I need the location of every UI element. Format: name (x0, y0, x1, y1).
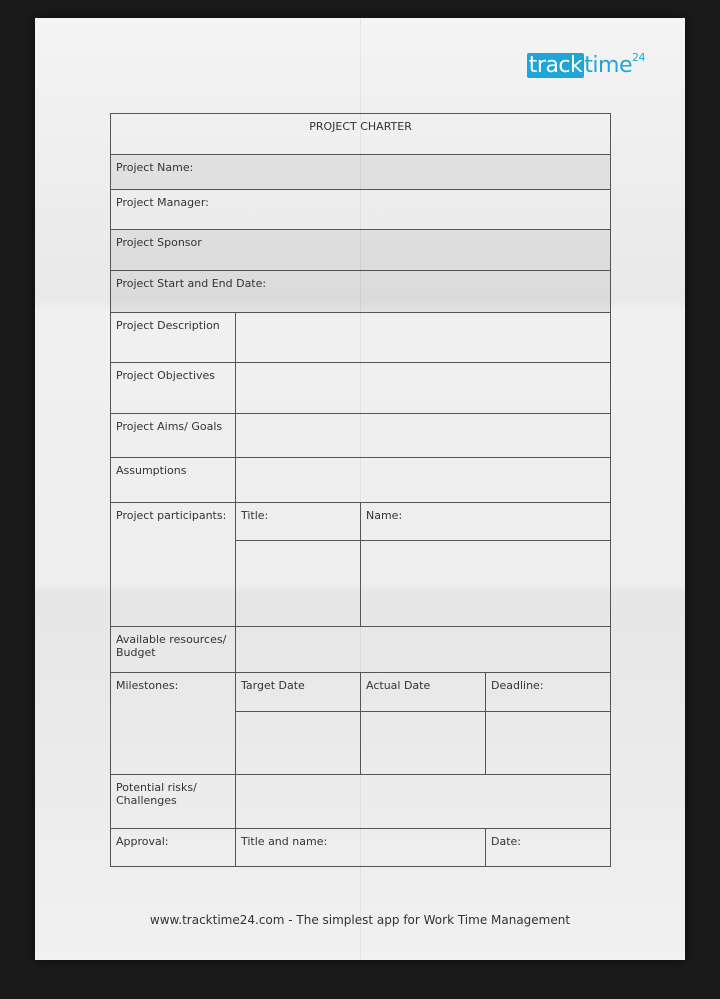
participants-name-header: Name: (361, 503, 611, 541)
target-date-header: Target Date (236, 673, 361, 712)
project-description-label: Project Description (111, 313, 236, 363)
project-start-end-date-field[interactable]: Project Start and End Date: (111, 271, 611, 313)
target-date-input[interactable] (236, 712, 361, 775)
approval-date-field[interactable]: Date: (486, 829, 611, 867)
logo-time: time (584, 53, 632, 78)
project-charter-form (110, 113, 611, 867)
milestones-label: Milestones: (111, 673, 236, 775)
participants-name-input[interactable] (361, 541, 611, 627)
actual-date-input[interactable] (361, 712, 486, 775)
footer-text: www.tracktime24.com - The simplest app for Work Time Management (149, 913, 571, 927)
project-sponsor-field[interactable]: Project Sponsor (111, 230, 611, 271)
assumptions-label: Assumptions (111, 458, 236, 503)
project-name-field[interactable]: Project Name: (111, 155, 611, 190)
project-participants-label: Project participants: (111, 503, 236, 627)
deadline-input[interactable] (486, 712, 611, 775)
actual-date-header: Actual Date (361, 673, 486, 712)
participants-title-input[interactable] (236, 541, 361, 627)
approval-label: Approval: (111, 829, 236, 867)
logo-track: track (528, 53, 583, 78)
resources-budget-input[interactable] (236, 627, 611, 673)
project-aims-goals-input[interactable] (236, 414, 611, 458)
project-aims-goals-label: Project Aims/ Goals (111, 414, 236, 458)
approval-title-and-name-field[interactable]: Title and name: (236, 829, 486, 867)
form-title: PROJECT CHARTER (111, 114, 611, 155)
potential-risks-label: Potential risks/ Challenges (111, 775, 236, 829)
participants-title-header: Title: (236, 503, 361, 541)
resources-budget-label: Available resources/ Budget (111, 627, 236, 673)
potential-risks-input[interactable] (236, 775, 611, 829)
project-objectives-input[interactable] (236, 363, 611, 414)
project-manager-field[interactable]: Project Manager: (111, 190, 611, 230)
logo-number: 24 (632, 51, 645, 64)
deadline-header: Deadline: (486, 673, 611, 712)
assumptions-input[interactable] (236, 458, 611, 503)
project-objectives-label: Project Objectives (111, 363, 236, 414)
tracktime-logo (527, 53, 645, 78)
project-description-input[interactable] (236, 313, 611, 363)
